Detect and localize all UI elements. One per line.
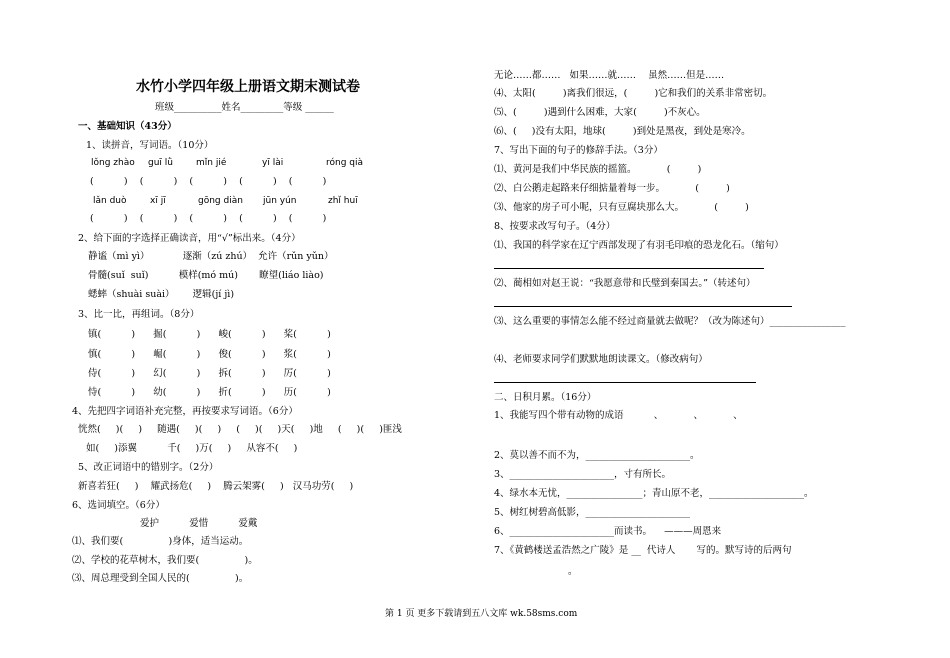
- question-8-item-1: ⑴、我国的科学家在辽宁西部发现了有羽毛印痕的恐龙化石。（缩句）: [494, 240, 784, 251]
- pinyin: gōng diàn: [198, 196, 243, 206]
- accumulation-item-2[interactable]: 2、莫以善不而不为，______________________。: [494, 450, 700, 461]
- student-info-line: 班级__________姓名_________等级 ______: [155, 102, 334, 113]
- conjunction-options: 无论……都…… 如果……就…… 虽然……但是……: [494, 70, 725, 81]
- page-title: 水竹小学四年级上册语文期末测试卷: [136, 79, 360, 95]
- conjunction-item-6[interactable]: ⑹、( )没有太阳，地球( )到处是黑夜，到处是寒冷。: [494, 126, 751, 137]
- question-7-item-2[interactable]: ⑵、白公鹅走起路来仔细掂量着每一步。 ( ): [494, 183, 730, 194]
- pinyin: yī lài: [262, 158, 284, 168]
- pinyin: lǎn duò: [93, 196, 127, 206]
- section-accumulation: 二、日积月累。（16分）: [494, 392, 597, 403]
- question-2-line-1: 静谧（mì yì） 逐渐（zú zhú） 允许（rǔn yǔn）: [88, 251, 334, 262]
- question-2-line-3: 蟋蟀（shuài suài） 逻辑(jí jì): [88, 289, 235, 300]
- accumulation-item-6[interactable]: 6、______________________而读书。 ———周恩来: [494, 526, 722, 537]
- question-7: 7、写出下面的句子的修辞手法。（3分）: [494, 145, 663, 156]
- accumulation-item-3[interactable]: 3、______________________，寸有所长。: [494, 469, 672, 480]
- question-7-item-3[interactable]: ⑶、他家的房子可小呢，只有豆腐块那么大。 ( ): [494, 202, 749, 213]
- question-2-line-2: 骨髓(suǐ suǐ) 模样(mó mú) 瞭望(liáo liào): [88, 270, 324, 281]
- pinyin: jūn yún: [263, 196, 297, 206]
- question-6-item-3[interactable]: ⑶、周总理受到全国人民的( )。: [72, 573, 249, 584]
- pinyin: zhǐ huī: [328, 196, 358, 206]
- conjunction-item-4[interactable]: ⑷、太阳( )离我们很远，( )它和我们的关系非常密切。: [494, 88, 773, 99]
- question-8: 8、按要求改写句子。（4分）: [494, 221, 616, 232]
- question-3-row-3[interactable]: 侍( ) 幻( ) 拆( ) 厉( ): [88, 368, 331, 379]
- question-3-row-2[interactable]: 慎( ) 崛( ) 俊( ) 浆( ): [88, 349, 331, 360]
- question-5-line-1[interactable]: 新喜若狂( ) 耀武扬危( ) 腾云架雾( ) 汉马功劳( ): [78, 481, 354, 492]
- accumulation-item-7-end: 。: [568, 566, 578, 577]
- question-6-word-choices: 爱护 爱惜 爱戴: [140, 518, 258, 529]
- pinyin: guī lǜ: [148, 158, 173, 168]
- question-2: 2、给下面的字选择正确读音，用“√”标出来。（4分）: [78, 233, 301, 244]
- question-6-item-1[interactable]: ⑴、我们要( )身体，适当运动。: [72, 536, 249, 547]
- section-basic-knowledge: 一、基础知识（43分）: [78, 121, 177, 132]
- accumulation-item-5[interactable]: 5、树红树碧高低影，______________________: [494, 507, 691, 518]
- question-8-item-4: ⑷、老师要求同学们默默地朗读课文。（修改病句）: [494, 354, 708, 365]
- question-1: 1、读拼音，写词语。（10分）: [86, 140, 214, 151]
- accumulation-item-7[interactable]: 7、《黄鹤楼送孟浩然之广陵》是 __ 代诗人 写的。默写诗的后两句: [494, 545, 792, 556]
- question-4: 4、先把四字词语补充完整，再按要求写词语。（6分）: [72, 406, 298, 417]
- question-8-item-3[interactable]: ⑶、这么重要的事情怎么能不经过商量就去做呢？（改为陈述句）________________: [494, 316, 846, 327]
- conjunction-item-5[interactable]: ⑸、( )遇到什么困难，大家( )不灰心。: [494, 107, 706, 118]
- pinyin: róng qià: [326, 158, 364, 168]
- answer-line[interactable]: [494, 306, 792, 307]
- question-3-row-4[interactable]: 恃( ) 幼( ) 折( ) 历( ): [88, 387, 331, 398]
- answer-blanks-row-2[interactable]: ( ) ( ) ( ) ( ) ( ): [90, 213, 327, 224]
- pinyin: xī jī: [150, 196, 166, 206]
- question-6: 6、选词填空。（6分）: [72, 500, 165, 511]
- question-3-row-1[interactable]: 镇( ) 掘( ) 峻( ) 桨( ): [88, 329, 331, 340]
- pinyin: mǐn jié: [196, 158, 227, 168]
- pinyin: lǒng zhào: [91, 158, 135, 168]
- question-5: 5、改正词语中的错别字。（2分）: [78, 462, 219, 473]
- question-4-line-2[interactable]: 如( )添翼 千( )万( ) 从容不( ): [86, 443, 298, 454]
- question-4-line-1[interactable]: 恍然( )( ) 随遇( )( ) ( )( )天( )地 ( )( )匪浅: [78, 424, 402, 435]
- page-footer: 第 1 页 更多下载请到五八文库 wk.58sms.com: [385, 609, 578, 619]
- accumulation-item-4[interactable]: 4、绿水本无忧，________________；青山原不老，____________________。: [494, 488, 814, 499]
- accumulation-item-1[interactable]: 1、我能写四个带有动物的成语 、 、 、: [494, 410, 743, 421]
- answer-line[interactable]: [494, 382, 756, 383]
- answer-line[interactable]: [494, 268, 764, 269]
- question-7-item-1[interactable]: ⑴、黄河是我们中华民族的摇篮。 ( ): [494, 164, 702, 175]
- question-8-item-2: ⑵、蔺相如对赵王说：“我愿意带和氏璧到秦国去。”（转述句）: [494, 278, 756, 289]
- question-6-item-2[interactable]: ⑵、学校的花草树木，我们要( )。: [72, 555, 258, 566]
- answer-blanks-row-1[interactable]: ( ) ( ) ( ) ( ) ( ): [90, 176, 327, 187]
- question-3: 3、比一比，再组词。（8分）: [78, 309, 200, 320]
